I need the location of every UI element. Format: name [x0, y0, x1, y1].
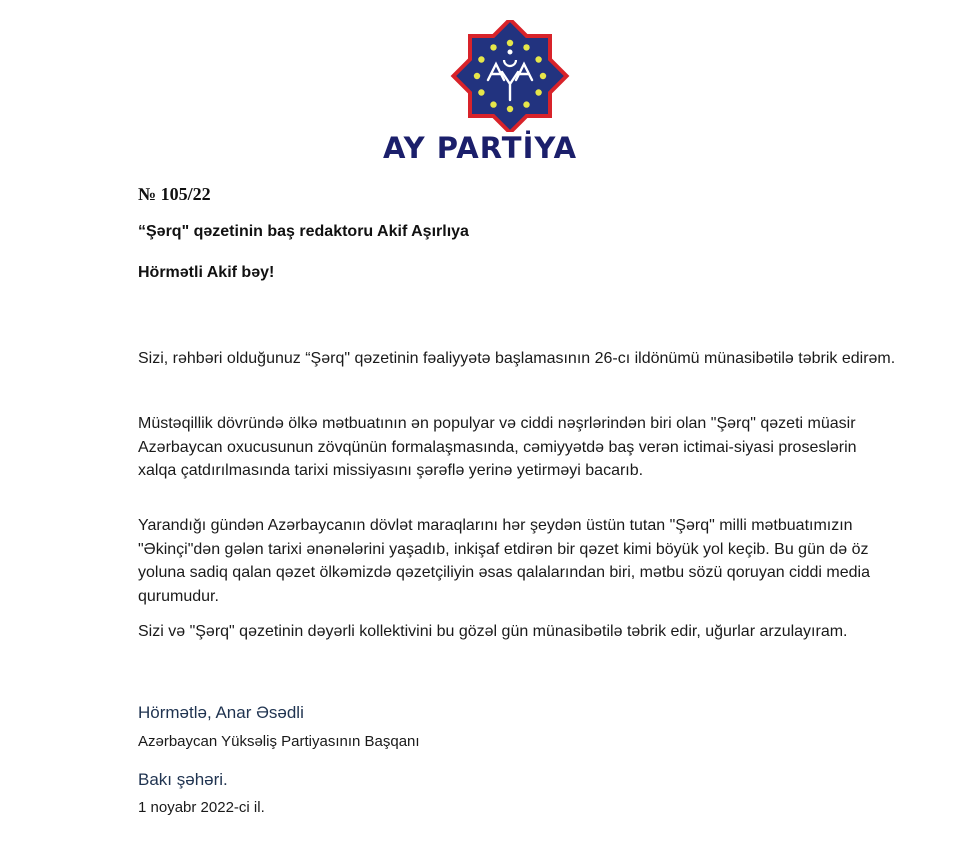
letterhead: [0, 0, 960, 170]
paragraph-wishes: Sizi və "Şərq" qəzetinin dəyərli kollektivini bu gözəl gün münasibətilə təbrik edir, uğurlar arzulayıram.: [138, 623, 848, 640]
city-line: Bakı şəhəri.: [138, 770, 228, 789]
brand-name: AY PARTİYA: [382, 131, 578, 165]
addressee-line: “Şərq" qəzetinin baş redaktoru Akif Aşırlıya: [138, 223, 469, 240]
letter-date: 1 noyabr 2022-ci il.: [138, 799, 265, 816]
paragraph-history: Müstəqillik dövründə ölkə mətbuatının ən populyar və ciddi nəşrlərindən biri olan "Şərq" qəzeti müasir Azərbaycan oxucusunun zövqünün formalaşmasında, cəmiyyətdə baş verən ictimai-siyasi proseslərin xalqa çatdırılmasında tarixi missiyasını şərəflə yerinə yetirməyi bacarıb.: [138, 415, 857, 479]
paragraph-tradition: Yarandığı gündən Azərbaycanın dövlət maraqlarını hər şeydən üstün tutan "Şərq" milli mətbuatımızın "Əkinçi"dən gələn tarixi ənənələrini yaşadıb, inkişaf etdirən bir qəzet kimi böyük yol keçib. Bu gün də öz yoluna sadiq qalan qəzet ölkəmizdə qəzetçiliyin əsas qalalarından biri, mətbu sözü qoruyan ciddi media qurumudur.: [138, 517, 870, 605]
paragraph-congratulation: Sizi, rəhbəri olduğunuz “Şərq" qəzetinin fəaliyyətə başlamasının 26-cı ildönümü münasibətilə təbrik edirəm.: [138, 350, 896, 367]
ay-party-emblem-icon: [448, 20, 572, 132]
signature-title: Azərbaycan Yüksəliş Partiyasının Başqanı: [138, 733, 420, 750]
greeting: Hörmətli Akif bəy!: [138, 264, 275, 281]
signature-name: Hörmətlə, Anar Əsədli: [138, 703, 304, 722]
letter-reference-number: № 105/22: [138, 184, 211, 204]
